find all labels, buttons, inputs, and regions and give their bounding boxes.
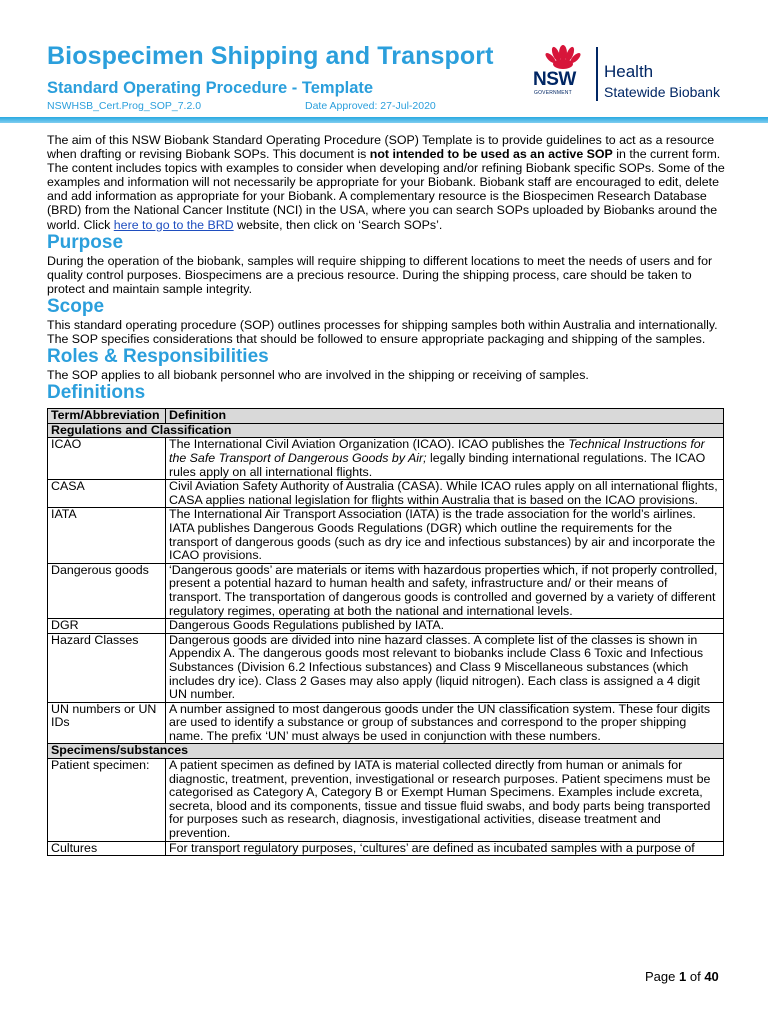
definition-italic-text: Technical Instructions for the Safe Transport of Dangerous Goods by Air;: [169, 437, 705, 465]
definition-text: The International Civil Aviation Organization (ICAO). ICAO publishes the: [169, 437, 569, 452]
waratah-icon: [545, 44, 581, 72]
definition-cell: Civil Aviation Safety Authority of Australia (CASA). While ICAO rules apply on all international flights, CASA applies national legislation for flights within Australia that is based on the ICAO provisions.: [166, 480, 724, 508]
table-row: [48, 619, 724, 634]
group-label: Specimens/substances: [48, 744, 724, 759]
document-title: Biospecimen Shipping and Transport: [47, 42, 494, 70]
group-row: [48, 744, 724, 759]
term-cell: Dangerous goods: [48, 563, 166, 618]
group-label: Regulations and Classification: [48, 423, 724, 438]
table-row: [48, 759, 724, 842]
term-cell: Hazard Classes: [48, 633, 166, 702]
of-label: of: [689, 969, 701, 984]
term-cell: ICAO: [48, 438, 166, 480]
health-label: Health: [604, 62, 654, 81]
document-subtitle: Standard Operating Procedure - Template: [47, 79, 374, 97]
purpose-text: During the operation of the biobank, samples will require shipping to different locations to meet the needs of users and for quality control purposes. Biospecimens are a precious resource. During the shipping process, care should be taken to protect and maintain sample integrity.: [47, 253, 713, 296]
roles-heading: Roles & Responsibilities: [47, 346, 269, 368]
definition-cell: A number assigned to most dangerous goods under the UN classification system. These four digits are used to identify a substance or group of substances and correspond to the proper shipping name. The prefix ‘UN’ must always be used in conjunction with these numbers.: [166, 702, 724, 744]
table-row: [48, 841, 724, 856]
page-footer: [645, 969, 719, 984]
scope-heading: Scope: [47, 295, 105, 317]
definitions-table-wrap: [47, 408, 727, 856]
definition-cell: A patient specimen as defined by IATA is material collected directly from human or animals for diagnostic, treatment, prevention, investigational or research purposes. Patient specimens must be categorised as Category A, Category B or Exempt Human Specimens. Examples include excreta, secreta, blood and its components, tissue and tissue fluid swabs, and body parts being transported for purposes such as research, diagnosis, investigational activities, disease treatment and prevention.: [166, 759, 724, 842]
intro-paragraph: [47, 133, 727, 232]
purpose-heading: Purpose: [47, 231, 124, 253]
header-rule: [0, 117, 768, 123]
nsw-wordmark: NSW: [533, 69, 576, 90]
term-cell: Cultures: [48, 841, 166, 856]
date-approved: Date Approved: 27-Jul-2020: [305, 100, 436, 112]
group-row: [48, 423, 724, 438]
table-row: [48, 480, 724, 508]
table-header-row: [48, 409, 724, 424]
definition-cell: [166, 438, 724, 480]
document-body: [47, 133, 727, 856]
definitions-heading: Definitions: [47, 382, 146, 404]
brd-link[interactable]: here to go to the BRD: [113, 217, 234, 232]
biobank-label: Statewide Biobank: [604, 84, 720, 100]
intro-text-1: The aim of this NSW Biobank Standard Operating Procedure (SOP) Template is to provide guidelines to act as a resource when drafting or revising Biobank SOPs. This document is: [47, 133, 715, 162]
term-cell: IATA: [48, 508, 166, 563]
column-header-term: Term/Abbreviation: [48, 409, 166, 424]
table-row: [48, 633, 724, 702]
scope-text: This standard operating procedure (SOP) outlines processes for shipping samples both within Australia and internationally. The SOP specifies considerations that should be followed to ensure appropriate packaging and shipping of the samples.: [47, 317, 718, 347]
term-cell: CASA: [48, 480, 166, 508]
definition-cell: ‘Dangerous goods’ are materials or items with hazardous properties which, if not properly controlled, present a potential hazard to human health and safety, infrastructure and/ or their means of transport. The transportation of dangerous goods is controlled and governed by a variety of different regulatory regimes, operating at both the national and international levels.: [166, 563, 724, 618]
nsw-health-logo: [533, 44, 743, 102]
table-row: [48, 702, 724, 744]
roles-text: The SOP applies to all biobank personnel who are involved in the shipping or receiving of samples.: [47, 368, 589, 383]
page-total: 40: [704, 969, 719, 984]
term-cell: DGR: [48, 619, 166, 634]
intro-text-2: in the current form. The content includes topics with examples to consider when developing and/or refining Biobank specific SOPs. Some of the examples and information will not necessarily be appropriate for your Biobank. Biobank staff are encouraged to edit, delete and add information as appropriate for your Biobank. A complementary resource is the Biospecimen Research Database (BRD) from the National Cancer Institute (NCI) in the USA, where you can search SOPs uploaded by Biobanks around the world. Click: [47, 147, 725, 232]
table-row: [48, 438, 724, 480]
page-number: 1: [679, 969, 687, 984]
definitions-table: [47, 408, 724, 856]
page-label: Page: [645, 969, 676, 984]
definition-text: legally binding international regulations. The ICAO rules apply on all international flights.: [169, 451, 706, 479]
document-header: [0, 0, 768, 118]
definition-cell: The International Air Transport Association (IATA) is the trade association for the world’s airlines. IATA publishes Dangerous Goods Regulations (DGR) which outline the requirements for the transport of dangerous goods (such as dry ice and infectious substances) by air and incorporate the ICAO provisions.: [166, 508, 724, 563]
definition-cell: Dangerous Goods Regulations published by IATA.: [166, 619, 724, 634]
government-label: GOVERNMENT: [534, 90, 572, 96]
definition-cell: Dangerous goods are divided into nine hazard classes. A complete list of the classes is shown in Appendix A. The dangerous goods most relevant to biobanks include Class 6 Toxic and Infectious Substances (Division 6.2 Infectious substances) and Class 9 Miscellaneous substances (which includes dry ice). Class 2 Gases may also apply (liquid nitrogen). Each class is assigned a 4 digit UN number.: [166, 633, 724, 702]
logo-divider: [596, 47, 598, 101]
term-cell: Patient specimen:: [48, 759, 166, 842]
column-header-definition: Definition: [166, 409, 724, 424]
intro-bold-text: not intended to be used as an active SOP: [369, 147, 613, 162]
intro-text-3: website, then click on ‘Search SOPs’.: [233, 217, 443, 232]
document-meta: [47, 100, 436, 112]
table-row: [48, 508, 724, 563]
term-cell: UN numbers or UN IDs: [48, 702, 166, 744]
definition-cell: For transport regulatory purposes, ‘cultures’ are defined as incubated samples with a purpose of: [166, 841, 724, 856]
table-row: [48, 563, 724, 618]
document-id: NSWHSB_Cert.Prog_SOP_7.2.0: [47, 100, 202, 112]
